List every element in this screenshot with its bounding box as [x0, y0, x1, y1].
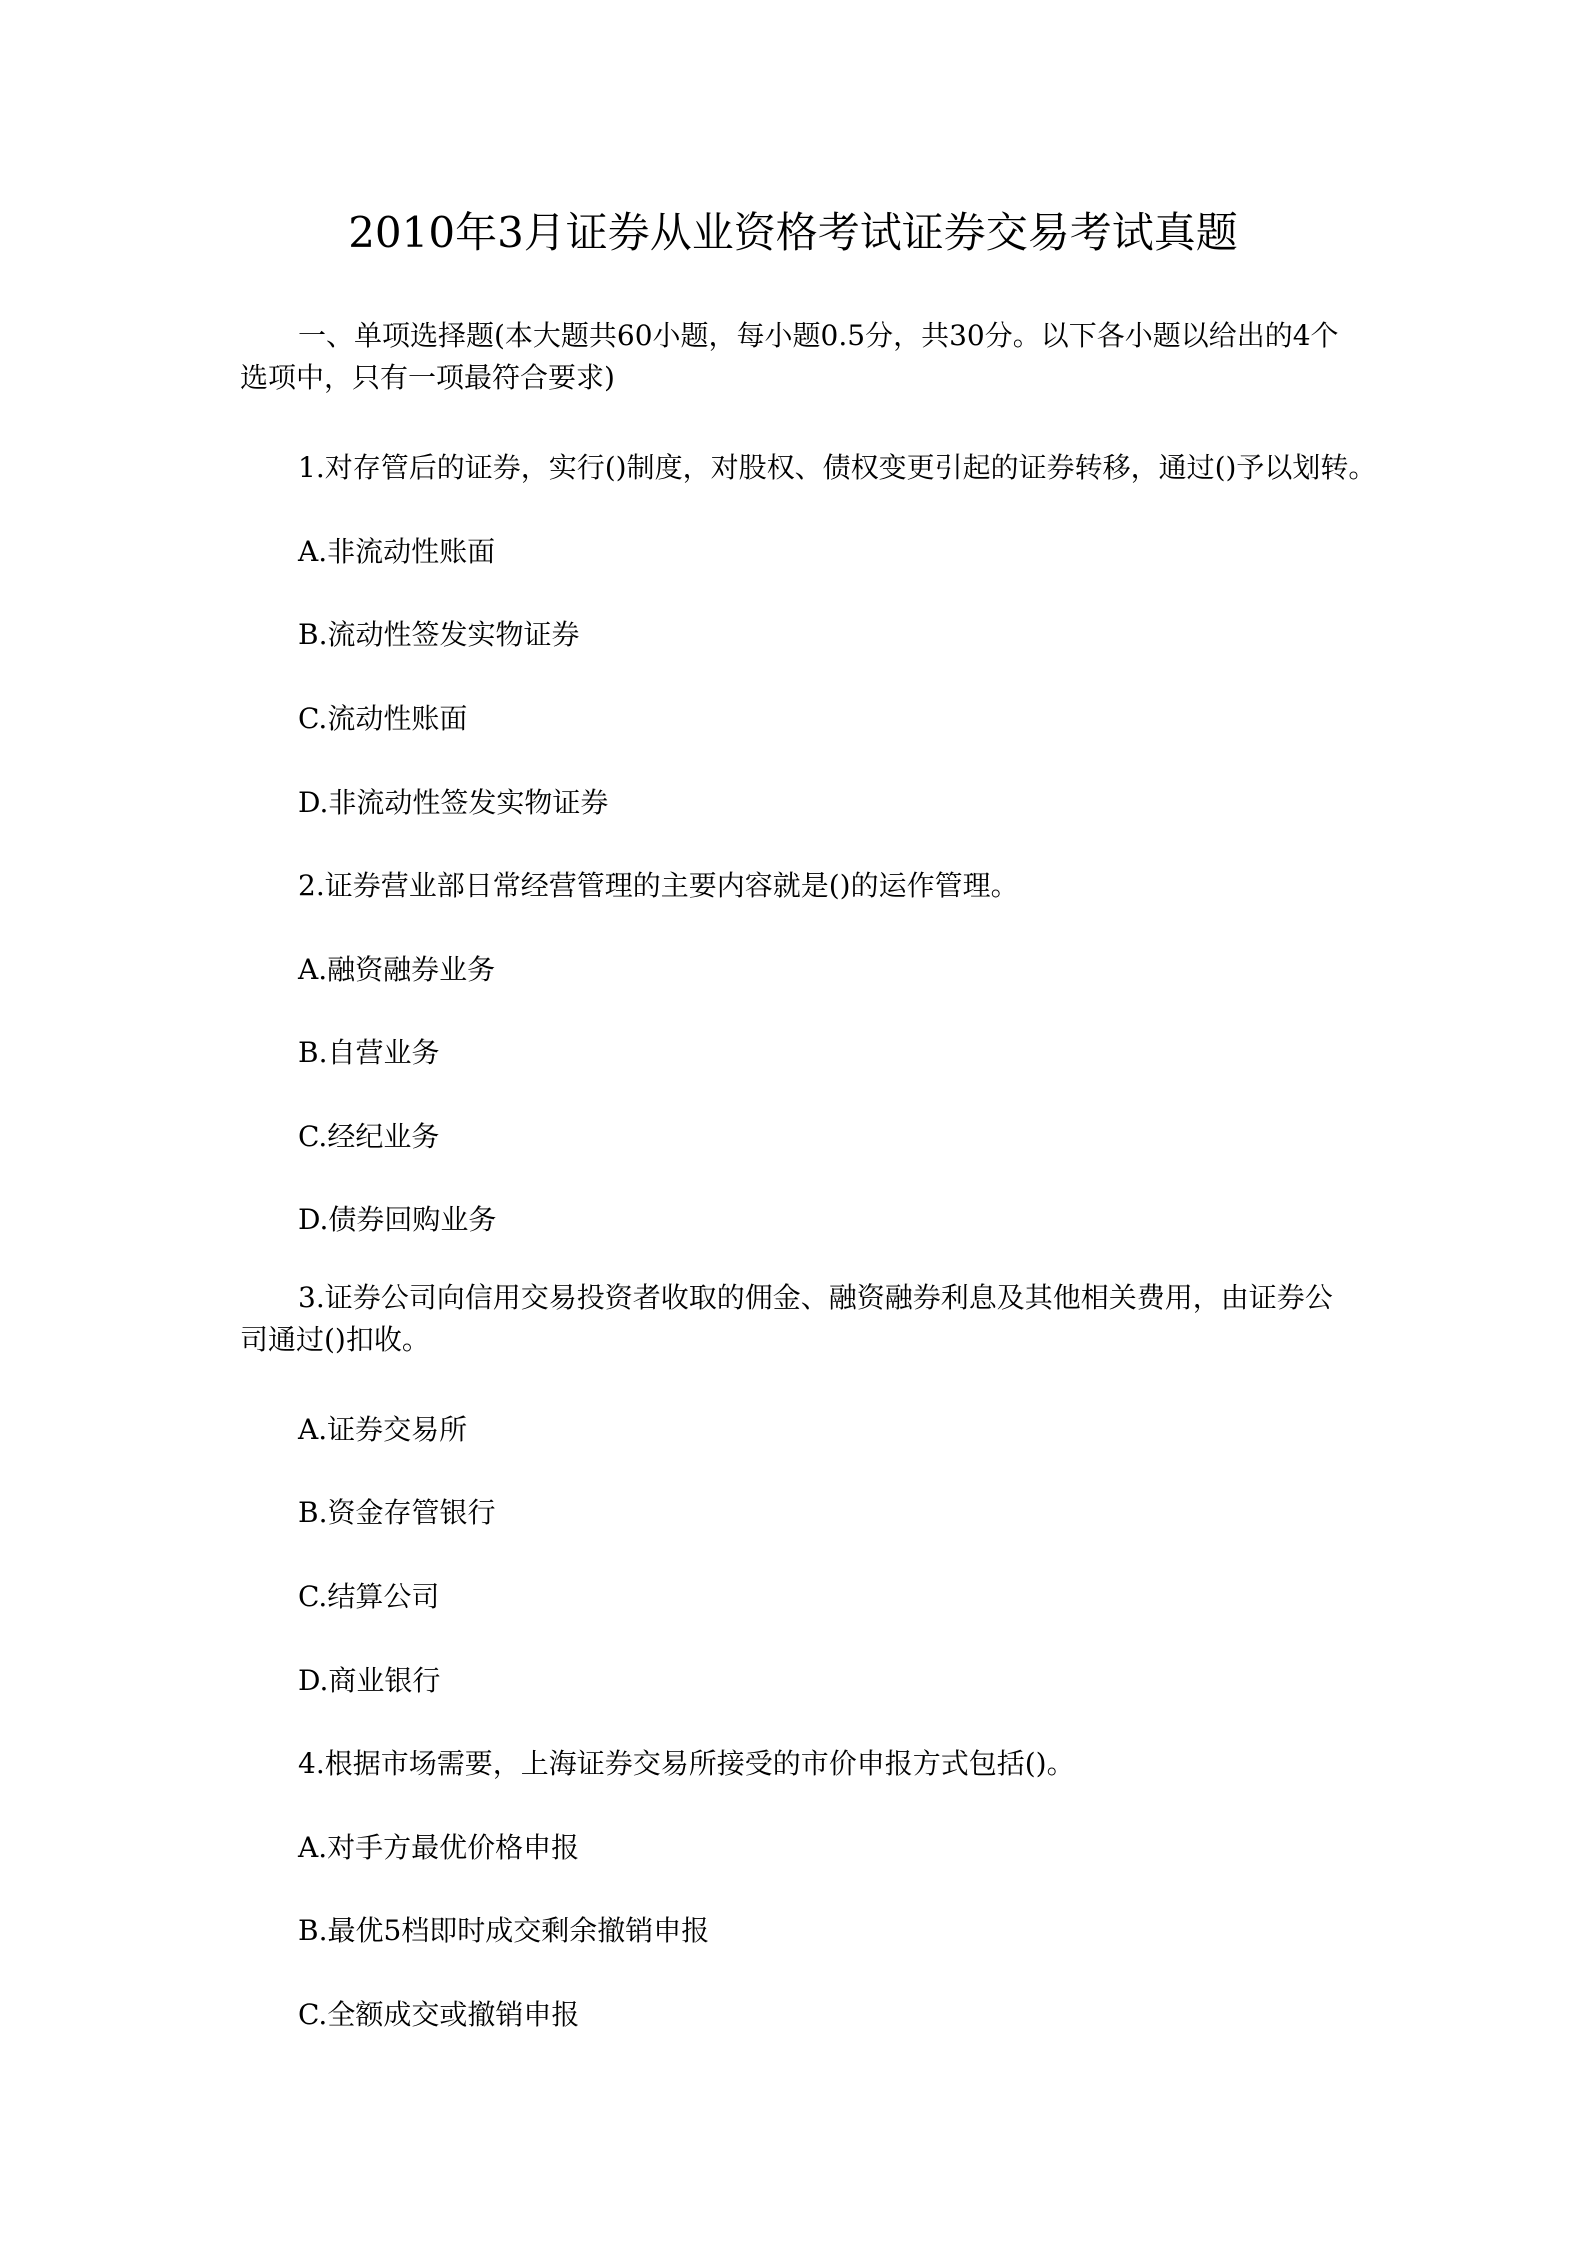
document-title: 2010年3月证券从业资格考试证券交易考试真题 [348, 208, 1238, 257]
question-4-option-b: B.最优5档即时成交剩余撤销申报 [298, 1914, 710, 1947]
question-2-option-d: D.债券回购业务 [298, 1203, 497, 1236]
question-2-option-a: A.融资融券业务 [298, 953, 496, 986]
question-1-option-a: A.非流动性账面 [298, 535, 496, 568]
question-3-stem: 3.证券公司向信用交易投资者收取的佣金、融资融券利息及其他相关费用，由证券公司通过()扣收。 [240, 1281, 1333, 1356]
question-2-option-b: B.自营业务 [298, 1036, 440, 1069]
question-2-stem: 2.证券营业部日常经营管理的主要内容就是()的运作管理。 [298, 869, 1019, 902]
question-2-option-c: C.经纪业务 [298, 1120, 440, 1153]
question-1-option-d: D.非流动性签发实物证券 [298, 786, 609, 819]
question-1-option-b: B.流动性签发实物证券 [298, 618, 580, 651]
question-1-option-c: C.流动性账面 [298, 702, 468, 735]
question-3-option-a: A.证券交易所 [298, 1413, 468, 1446]
question-3-option-d: D.商业银行 [298, 1664, 441, 1697]
question-4-option-a: A.对手方最优价格申报 [298, 1831, 580, 1864]
question-1-stem: 1.对存管后的证券，实行()制度，对股权、债权变更引起的证券转移，通过()予以划转。 [298, 451, 1377, 484]
section-intro: 一、单项选择题(本大题共60小题，每小题0.5分，共30分。以下各小题以给出的4个选项中，只有一项最符合要求) [240, 319, 1339, 394]
question-3-option-b: B.资金存管银行 [298, 1496, 496, 1529]
question-3-option-c: C.结算公司 [298, 1580, 440, 1613]
question-4-stem: 4.根据市场需要，上海证券交易所接受的市价申报方式包括()。 [298, 1747, 1075, 1780]
question-4-option-c: C.全额成交或撤销申报 [298, 1998, 580, 2031]
